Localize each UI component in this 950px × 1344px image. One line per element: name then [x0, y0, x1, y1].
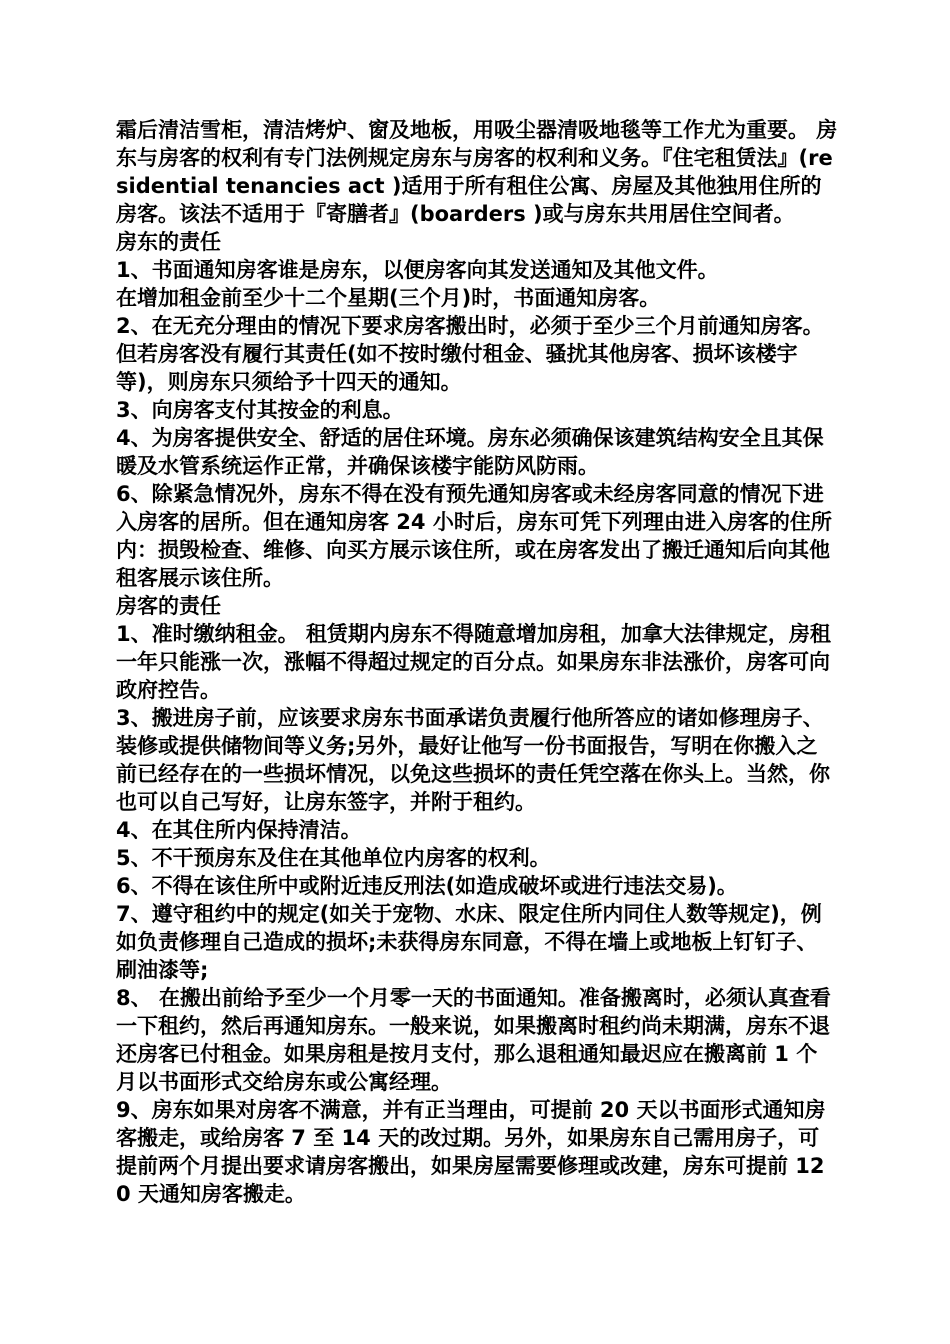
- paragraph-tenant-9: 9、房东如果对房客不满意，并有正当理由，可提前 20 天以书面形式通知房客搬走，或给房客 7 至 14 天的改过期。另外，如果房东自己需用房子，可提前两个月提出要求请房客搬出，如果房屋需要修理或改建，房东可提前 120 天通知房客搬走。: [116, 1098, 826, 1206]
- paragraph-tenant-6: 6、不得在该住所中或附近违反刑法(如造成破坏或进行违法交易)。: [116, 874, 738, 898]
- paragraph-landlord-6: 6、除紧急情况外，房东不得在没有预先通知房客或未经房客同意的情况下进入房客的居所。但在通知房客 24 小时后，房东可凭下列理由进入房客的住所内：损毁检查、维修、向买方展示该住所，或在房客发出了搬迁通知后向其他租客展示该住所。: [116, 482, 832, 590]
- paragraph-tenant-8: 8、 在搬出前给予至少一个月零一天的书面通知。准备搬离时，必须认真查看一下租约，然后再通知房东。一般来说，如果搬离时租约尚未期满，房东不退还房客已付租金。如果房租是按月支付，那么退租通知最迟应在搬离前 1 个月以书面形式交给房东或公寓经理。: [116, 986, 831, 1094]
- paragraph-tenant-7: 7、遵守租约中的规定(如关于宠物、水床、限定住所内同住人数等规定)，例如负责修理自己造成的损坏;未获得房东同意，不得在墙上或地板上钉钉子、刷油漆等;: [116, 902, 822, 982]
- paragraph-tenant-1: 1、准时缴纳租金。 租赁期内房东不得随意增加房租，加拿大法律规定，房租一年只能涨一次，涨幅不得超过规定的百分点。如果房东非法涨价，房客可向政府控告。: [116, 622, 831, 702]
- paragraph-intro: 霜后清洁雪柜，清洁烤炉、窗及地板，用吸尘器清吸地毯等工作尤为重要。 房东与房客的权利有专门法例规定房东与房客的权利和义务。『住宅租赁法』(residential tenancies act )适用于所有租住公寓、房屋及其他独用住所的房客。该法不适用于『寄膳者』(boarders )或与房东共用居住空间者。: [116, 118, 838, 226]
- paragraph-landlord-4: 4、为房客提供安全、舒适的居住环境。房东必须确保该建筑结构安全且其保暖及水管系统运作正常，并确保该楼宇能防风防雨。: [116, 426, 824, 478]
- paragraph-landlord-3: 3、向房客支付其按金的利息。: [116, 398, 404, 422]
- heading-tenant-duties: 房客的责任: [116, 594, 221, 618]
- paragraph-tenant-5: 5、不干预房东及住在其他单位内房客的权利。: [116, 846, 551, 870]
- paragraph-landlord-1: 1、书面通知房客谁是房东，以便房客向其发送通知及其他文件。: [116, 258, 719, 282]
- paragraph-rent-notice: 在增加租金前至少十二个星期(三个月)时，书面通知房客。: [116, 286, 661, 310]
- document-body: [116, 116, 838, 1208]
- paragraph-tenant-4: 4、在其住所内保持清洁。: [116, 818, 362, 842]
- heading-landlord-duties: 房东的责任: [116, 230, 221, 254]
- paragraph-tenant-3: 3、搬进房子前，应该要求房东书面承诺负责履行他所答应的诸如修理房子、装修或提供储物间等义务;另外，最好让他写一份书面报告，写明在你搬入之前已经存在的一些损坏情况，以免这些损坏的责任凭空落在你头上。当然，你也可以自己写好，让房东签字，并附于租约。: [116, 706, 830, 814]
- paragraph-landlord-2: 2、在无充分理由的情况下要求房客搬出时，必须于至少三个月前通知房客。但若房客没有履行其责任(如不按时缴付租金、骚扰其他房客、损坏该楼宇等)，则房东只须给予十四天的通知。: [116, 314, 824, 394]
